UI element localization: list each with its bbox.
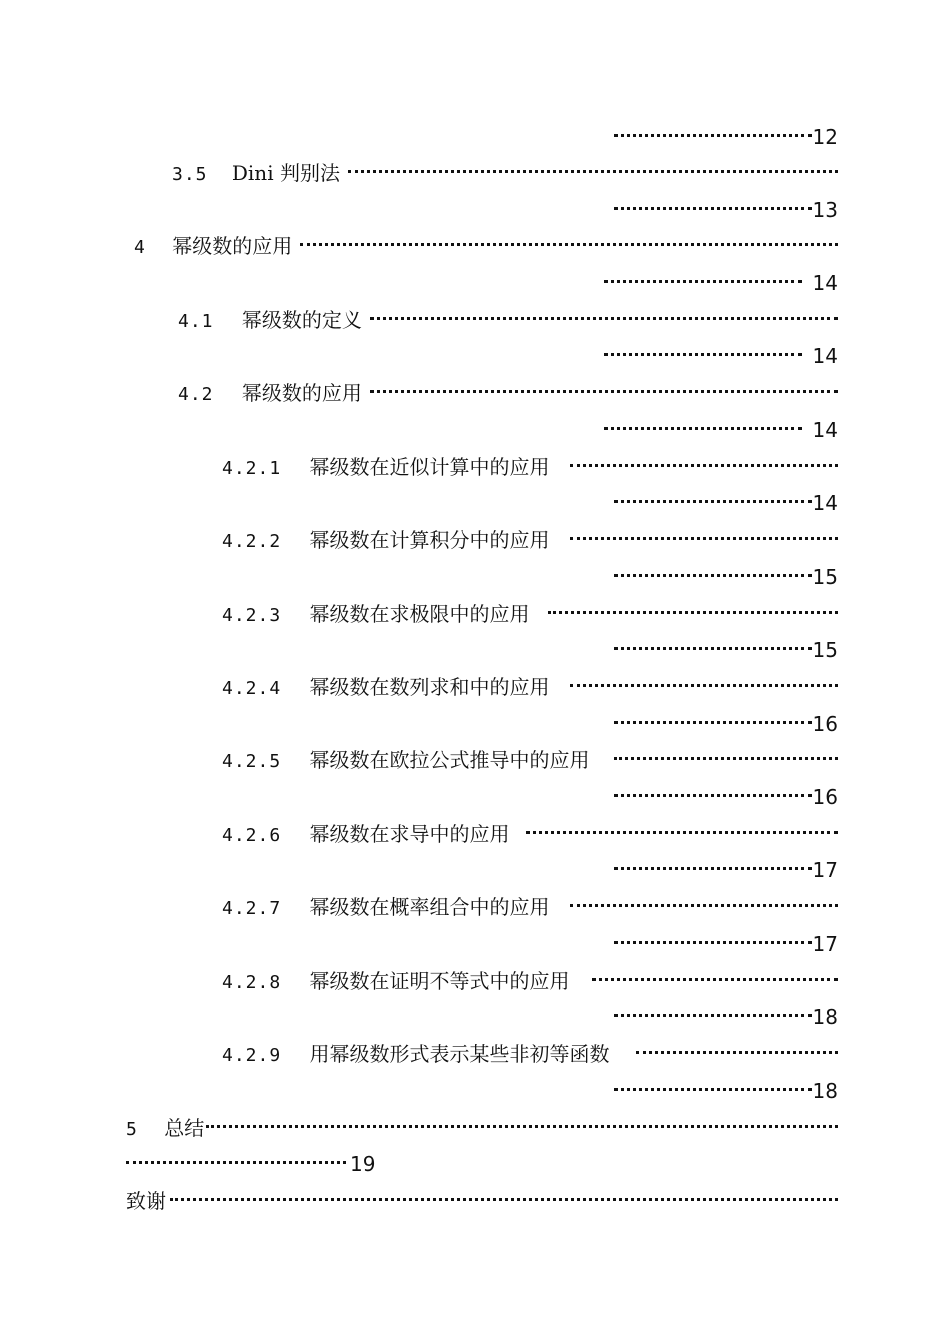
toc-page-number: 18 [812, 1005, 838, 1029]
toc-entry-number: 3.5 [172, 164, 208, 185]
toc-entry [126, 1113, 838, 1143]
toc-entry-title: 幂级数的应用 [241, 381, 362, 405]
toc-entry-continuation [614, 709, 838, 739]
toc-entry-title: 幂级数在数列求和中的应用 [309, 675, 550, 699]
toc-entry-continuation [614, 782, 838, 812]
toc-entry-continuation [614, 1002, 838, 1032]
toc-entry-title: 致谢 [126, 1189, 166, 1213]
toc-entry [222, 672, 838, 702]
toc-entry-title: 幂级数在近似计算中的应用 [309, 455, 550, 479]
toc-entry-title: 总结 [164, 1116, 205, 1140]
toc-entry-continuation [614, 635, 838, 665]
toc-entry-continuation [614, 855, 838, 885]
toc-entry [222, 892, 838, 922]
toc-entry [222, 966, 838, 996]
toc-page-number: 14 [812, 491, 838, 515]
toc-entry-number: 4.1 [178, 311, 214, 332]
toc-page-number: 17 [812, 932, 838, 956]
toc-entry-number: 4.2.8 [222, 972, 282, 993]
toc-entry [222, 819, 838, 849]
toc-entry-number: 5 [126, 1119, 138, 1140]
toc-entry-title: 幂级数在证明不等式中的应用 [309, 969, 570, 993]
toc-page-number: 17 [812, 858, 838, 882]
toc-page-number: 18 [812, 1079, 838, 1103]
toc-entry-number: 4.2.5 [222, 751, 282, 772]
toc-entry-number: 4.2.7 [222, 898, 282, 919]
toc-entry-continuation [614, 195, 838, 225]
toc-entry [178, 378, 838, 408]
toc-page-number: 14 [812, 344, 838, 368]
toc-entry-number: 4.2.6 [222, 825, 282, 846]
toc-entry [178, 305, 838, 335]
toc-entry [222, 599, 838, 629]
toc-page-number: 13 [812, 198, 838, 222]
toc-entry-continuation [604, 415, 838, 445]
toc-entry-continuation [614, 1076, 838, 1106]
toc-entry-continuation [604, 341, 838, 371]
toc-entry-title: 用幂级数形式表示某些非初等函数 [309, 1042, 610, 1066]
toc-entry-title: 幂级数在求极限中的应用 [309, 602, 530, 626]
toc-entry [126, 1186, 838, 1216]
toc-entry-title: 幂级数在欧拉公式推导中的应用 [309, 748, 590, 772]
toc-page-number: 12 [812, 125, 838, 149]
toc-page-number: 19 [350, 1152, 376, 1176]
toc-entry-title: 幂级数的应用 [172, 234, 293, 258]
toc-entry-number: 4.2.4 [222, 678, 282, 699]
toc-entry-number: 4.2.2 [222, 531, 282, 552]
toc-entry-number: 4.2.9 [222, 1045, 282, 1066]
toc-entry [134, 231, 838, 261]
toc-entry-continuation [614, 562, 838, 592]
toc-entry-number: 4.2.3 [222, 605, 282, 626]
toc-page-number: 16 [812, 785, 838, 809]
toc-entry-continuation [614, 929, 838, 959]
toc-entry [222, 745, 838, 775]
toc-entry-continuation [604, 268, 838, 298]
toc-entry-title: 幂级数在计算积分中的应用 [309, 528, 550, 552]
toc-entry [172, 158, 838, 188]
toc-entry [222, 452, 838, 482]
toc-entry [222, 1039, 838, 1069]
toc-entry-title: 幂级数的定义 [241, 308, 362, 332]
toc-entry-continuation [614, 488, 838, 518]
toc-entry-continuation [614, 122, 838, 152]
toc-page-number: 16 [812, 712, 838, 736]
toc-entry-title: 幂级数在概率组合中的应用 [309, 895, 550, 919]
toc-entry [222, 525, 838, 555]
toc-entry-title: Dini 判别法 [231, 161, 340, 185]
toc-entry-continuation [126, 1149, 376, 1179]
toc-entry-title: 幂级数在求导中的应用 [309, 822, 510, 846]
toc-entry-number: 4.2 [178, 384, 214, 405]
toc-entry-number: 4 [134, 237, 146, 258]
toc-page-number: 14 [812, 271, 838, 295]
toc-page-number: 15 [812, 565, 838, 589]
toc-page-number: 15 [812, 638, 838, 662]
toc-page-number: 14 [812, 418, 838, 442]
toc-entry-number: 4.2.1 [222, 458, 282, 479]
